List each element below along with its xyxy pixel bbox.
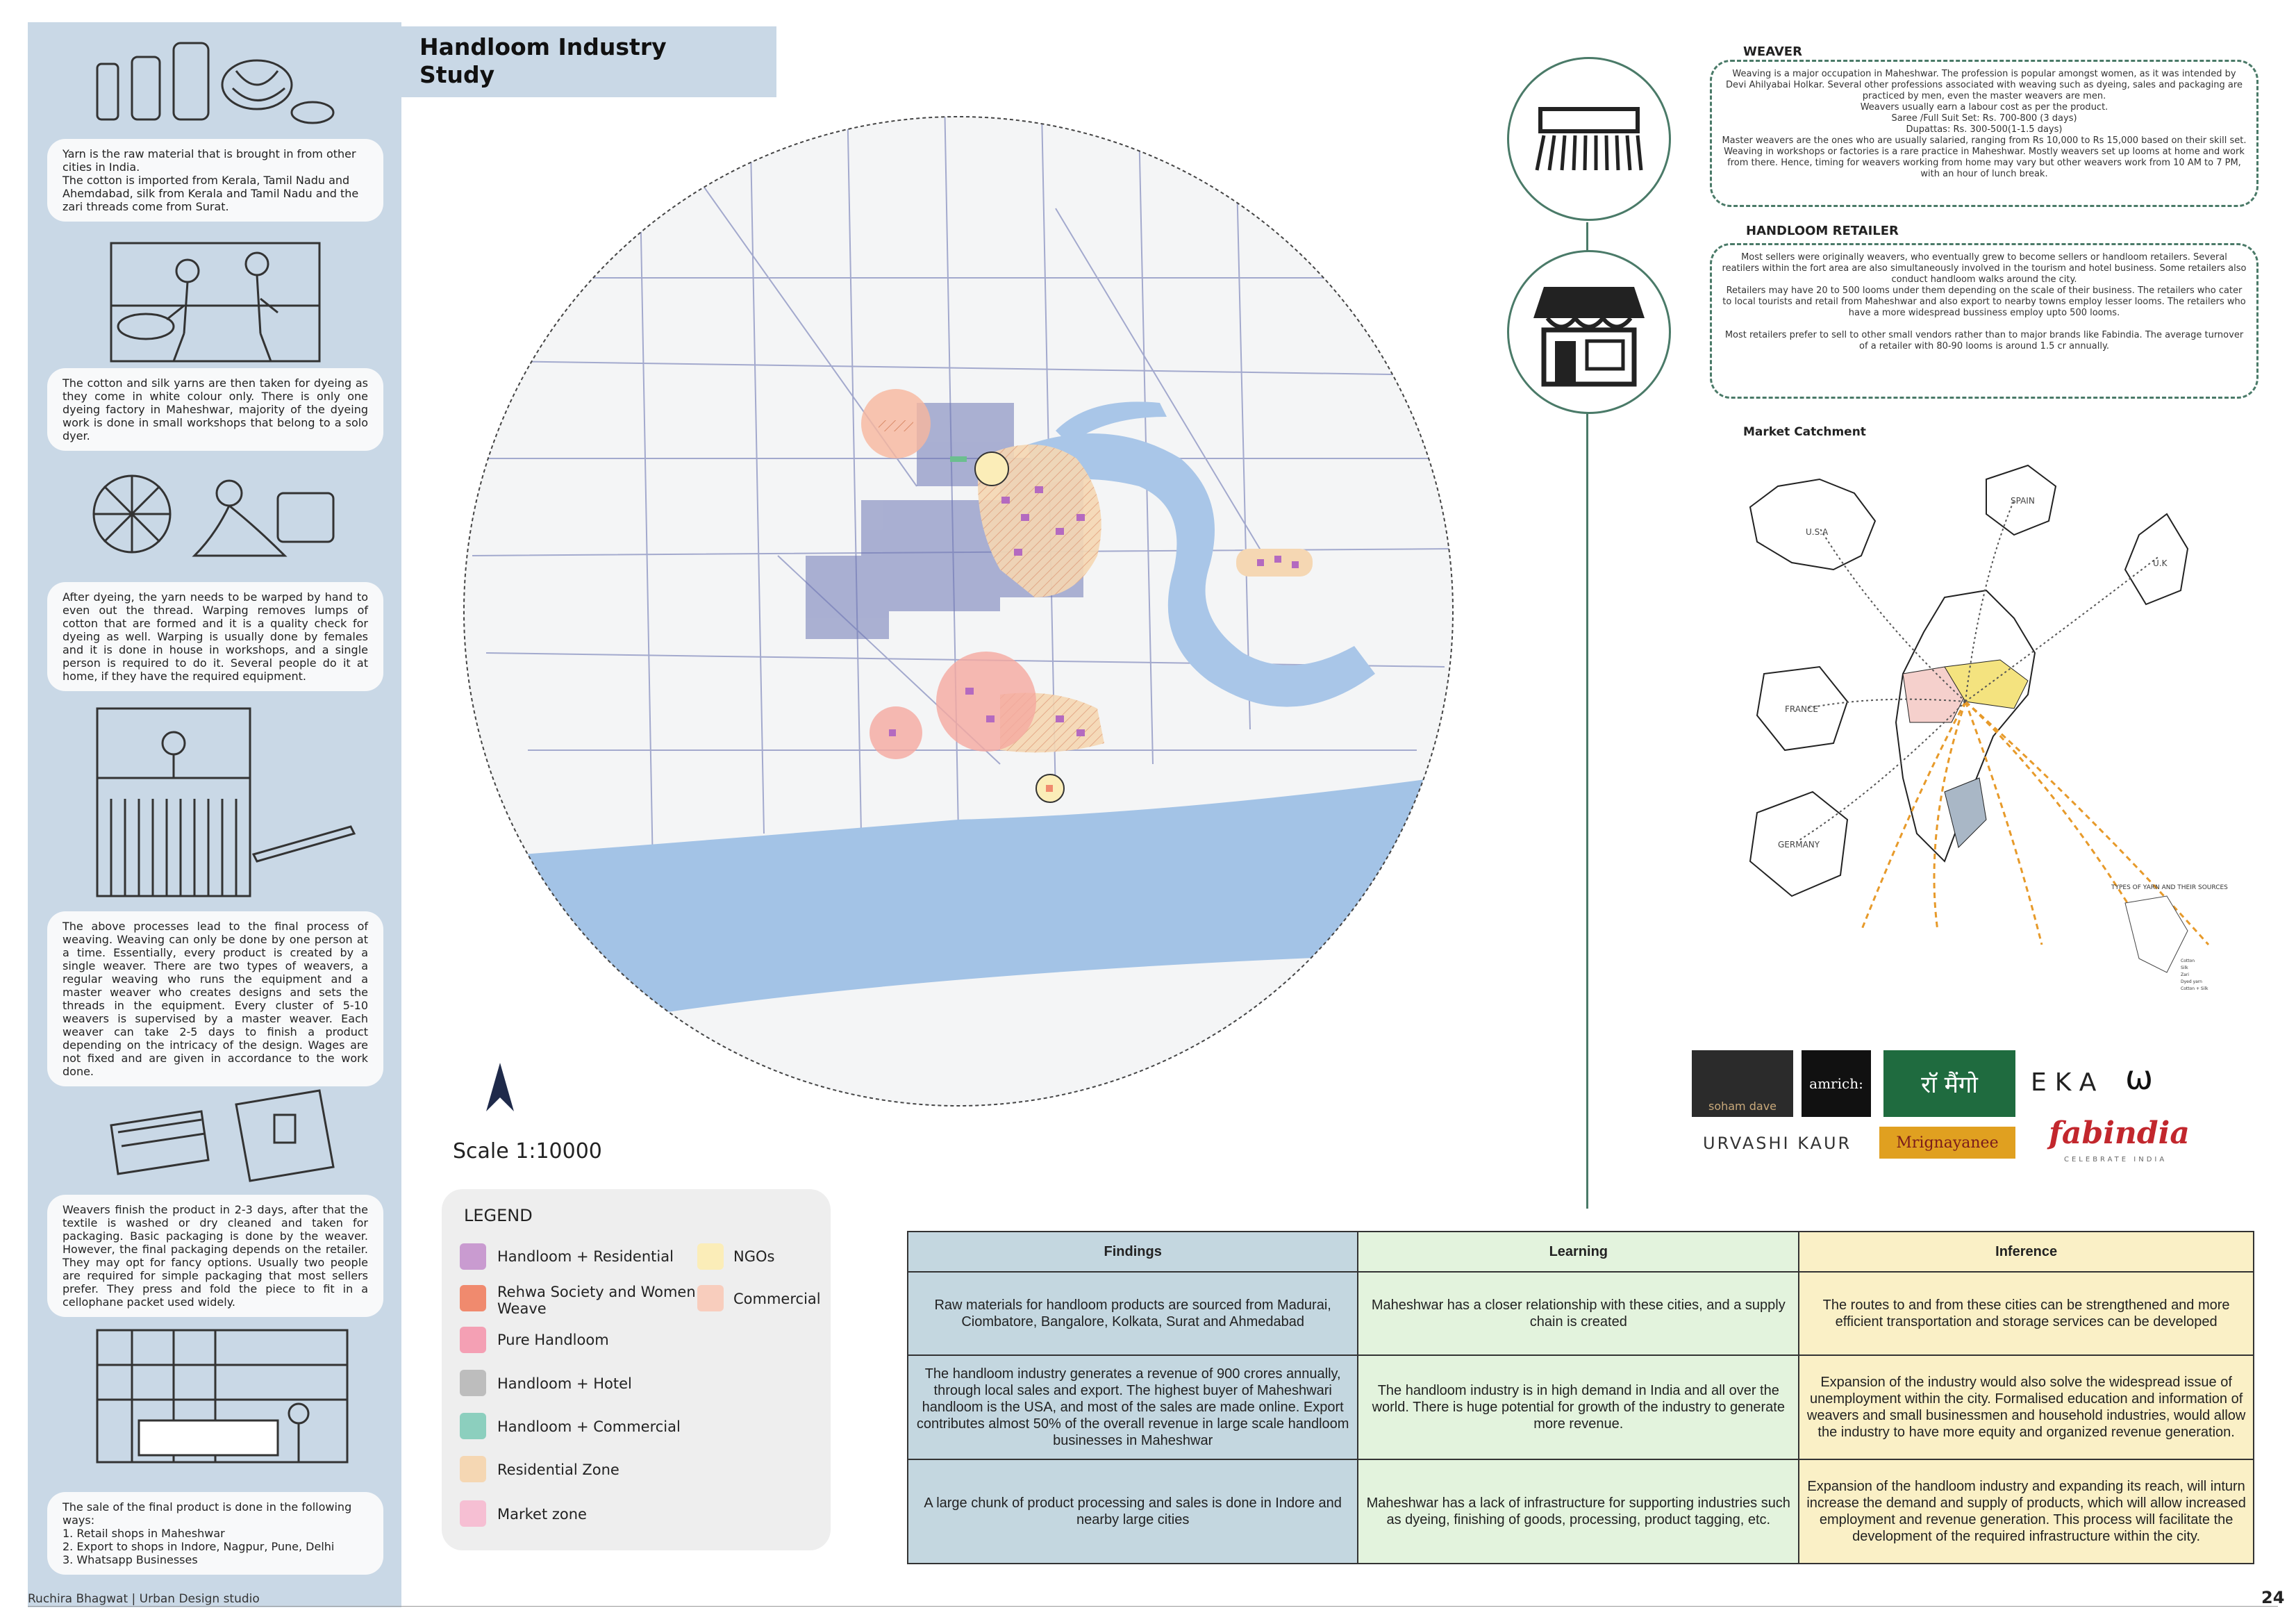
- step-yarn-text: Yarn is the raw material that is brought in from other cities in India. The cotton is imported from Kerala, Tamil Nadu and Ahemdabad, silk from Kerala and Tamil Nadu and the zari threads come from Surat.: [47, 139, 383, 222]
- inset-title: TYPES OF YARN AND THEIR SOURCES: [2111, 884, 2228, 891]
- shop-icon: [1509, 252, 1669, 412]
- retailer-title: HANDLOOM RETAILER: [1746, 224, 1899, 238]
- weaver-info: Weaving is a major occupation in Maheshwar. The profession is popular amongst women, as it was intended by Devi Ahilyabai Holkar. Several other professions associated with weaving such as dyeing, sales and packaging are practiced by men, even the master weavers are men. Weavers usually earn a labour cost as per the product. Saree /Full Suit Set: Rs. 700-800 (3 days) Dupattas: Rs. 300-500(1-1.5 days) Master weavers are the ones who are usually salaried, ranging from Rs 10,000 to Rs 15,000 based on their skill set. Weaving in workshops or factories is a rare practice in Maheshwar. Mostly weavers set up looms at home and work from there. Hence, timing for weavers working from home may vary but other weavers work from 10 AM to 7 PM, with an hour of lunch break.: [1710, 60, 2258, 207]
- market-catchment-map: [1736, 445, 2264, 1014]
- weaving-loom-sketch: [83, 695, 361, 903]
- yarn-spools-sketch: [76, 36, 354, 133]
- table-cell: Maheshwar has a closer relationship with these cities, and a supply chain is created: [1358, 1272, 1799, 1355]
- step-sales-text: The sale of the final product is done in the following ways: 1. Retail shops in Maheshwar 2. Export to shops in Indore, Nagpur, Pune, Delhi 3. Whatsapp Businesses: [47, 1492, 383, 1575]
- loom-icon-circle: [1507, 57, 1671, 221]
- brand-logo-fabindia: fabindia: [2049, 1116, 2190, 1151]
- table-row: [908, 1355, 2254, 1459]
- brand-logo-urvashi-kaur: URVASHI KAUR: [1703, 1134, 1852, 1153]
- table-cell: A large chunk of product processing and sales is done in Indore and nearby large cities: [908, 1459, 1358, 1564]
- dyeing-sketch: [97, 222, 333, 368]
- legend-swatch-ngos: [697, 1243, 724, 1270]
- country-label: U.K: [2153, 558, 2168, 568]
- inset-legend: Silk: [2181, 966, 2188, 970]
- legend-swatch-rehwa: [460, 1285, 486, 1311]
- retailer-info: Most sellers were originally weavers, who eventually grew to become sellers or handloom retailers. Several reatilers within the fort area are also simultaneously involved in the tourism and hotel business. Some retailers also conduct handloom walks around the city. Retailers may have 20 to 500 looms under them depending on the scale of their business. The retailers who cater to local tourists and retail from Maheshwar and also export to nearby towns employ lesser looms. The retailers who have a more widespread bussiness employ upto 500 looms. Most retailers prefer to sell to other small vendors rather than to major brands like Fabindia. The average turnover of a retailer with 80-90 looms is around 1.5 cr annually.: [1710, 243, 2258, 399]
- table-row: [908, 1459, 2254, 1564]
- table-cell: The handloom industry is in high demand in India and all over the world. There is huge potential for growth of the industry to generate more revenue.: [1358, 1355, 1799, 1459]
- table-cell: The handloom industry generates a revenue of 900 crores annually, through local sales and export. The highest buyer of Maheshwari handloom is the USA, and most of the sales are made online. Export contributes almost 50% of the overall revenue in large scale handloom businesses in Maheshwar: [908, 1355, 1358, 1459]
- legend-label: NGOs: [733, 1248, 775, 1265]
- table-cell: Raw materials for handloom products are sourced from Madurai, Ciombatore, Bangalore, Kolkata, Surat and Ahmedabad: [908, 1272, 1358, 1355]
- maheshwar-map: [431, 69, 1486, 1153]
- legend-swatch-handloom-residential: [460, 1243, 486, 1270]
- legend-label: Handloom + Residential: [497, 1248, 674, 1265]
- map-scale: Scale 1:10000: [453, 1139, 602, 1163]
- table-header: Inference: [1799, 1232, 2254, 1272]
- legend-swatch-market-zone: [460, 1500, 486, 1527]
- inset-legend: Zari: [2181, 972, 2189, 977]
- brand-logo-mrignayanee: Mrignayanee: [1879, 1127, 2015, 1159]
- country-label: SPAIN: [2011, 496, 2035, 506]
- legend-swatch-pure-handloom: [460, 1327, 486, 1353]
- page-number: 24: [2261, 1588, 2285, 1607]
- legend-swatch-commercial: [697, 1285, 724, 1311]
- market-catchment-title: Market Catchment: [1743, 425, 1866, 439]
- step-weaving-text: The above processes lead to the final process of weaving. Weaving can only be done by one person at a time. Essentially, every product is created by a single weaver. There are two types of weavers, a regular weaving who runs the equipment and a master weaver who creates designs and sets the threads in the equipment. Every cluster of 5-10 weavers is supervised by a master weaver. Each weaver can take 2-5 days to finish a product depending on the intricacy of the design. Wages are not fixed and are given in accordance to the work done.: [47, 911, 383, 1086]
- legend-label: Handloom + Commercial: [497, 1418, 681, 1435]
- legend-label: Commercial: [733, 1291, 821, 1307]
- step-dyeing-text: The cotton and silk yarns are then taken for dyeing as they come in white colour only. There is only one dyeing factory in Maheshwar, majority of the dyeing work is done in small workshops that belong to a solo dyer.: [47, 368, 383, 451]
- brand-logo-raw-mango: राॅ मैंगो: [1883, 1050, 2015, 1117]
- table-cell: The routes to and from these cities can be strengthened and more efficient transportation and storage services can be developed: [1799, 1272, 2254, 1355]
- inset-legend: Cotton: [2181, 959, 2195, 963]
- legend: [442, 1189, 831, 1550]
- brand-tagline-fabindia: CELEBRATE INDIA: [2064, 1156, 2168, 1163]
- table-cell: Expansion of the industry would also solve the widespread issue of unemployment within the city. Formalised education and information of weavers and small businessmen and household industries, would allow the industry to have more equity and organized revenue generation.: [1799, 1355, 2254, 1459]
- step-packaging-text: Weavers finish the product in 2-3 days, after that the textile is washed or dry cleaned and taken for packaging. Basic packaging is done by the weaver. However, the final packaging depends on the retailer. They may opt for fancy options. Usually two people are required for simple packaging that most sellers prefer. They press and fold the piece to fit in a cellophane packet used widely.: [47, 1195, 383, 1317]
- warping-sketch: [90, 458, 347, 577]
- north-arrow-icon: [486, 1063, 514, 1111]
- legend-title: LEGEND: [464, 1206, 533, 1225]
- country-label: GERMANY: [1778, 840, 1820, 850]
- retail-shop-sketch: [90, 1323, 354, 1469]
- legend-label: Pure Handloom: [497, 1332, 609, 1348]
- country-label: U.S.A: [1806, 527, 1829, 537]
- legend-label: Handloom + Hotel: [497, 1375, 632, 1392]
- footer-credit: Ruchira Bhagwat | Urban Design studio: [28, 1592, 260, 1606]
- legend-label: Market zone: [497, 1506, 587, 1523]
- legend-swatch-handloom-commercial: [460, 1413, 486, 1439]
- table-header: Findings: [908, 1232, 1358, 1272]
- shop-icon-circle: [1507, 250, 1671, 414]
- brand-logo-soham-dave: soham dave: [1692, 1050, 1793, 1117]
- loom-icon: [1509, 59, 1669, 219]
- inset-legend: Cotton + Silk: [2181, 986, 2208, 991]
- legend-swatch-residential-zone: [460, 1456, 486, 1482]
- folded-textile-sketch: [97, 1084, 347, 1188]
- brand-logo-amrich: amrich:: [1802, 1050, 1871, 1117]
- weaver-title: WEAVER: [1743, 44, 1802, 59]
- table-header: Learning: [1358, 1232, 1799, 1272]
- inset-legend: Dyed yarn: [2181, 979, 2202, 984]
- table-row: [908, 1272, 2254, 1355]
- legend-swatch-handloom-hotel: [460, 1370, 486, 1396]
- footer-divider: [28, 1606, 2278, 1607]
- legend-label: Residential Zone: [497, 1461, 619, 1478]
- table-cell: Expansion of the handloom industry and expanding its reach, will inturn increase the demand and supply of products, which will allow increased employment and revenue generation. This process will facilitate the development of the required infrastructure within the city.: [1799, 1459, 2254, 1564]
- step-warping-text: After dyeing, the yarn needs to be warped by hand to even out the thread. Warping removes lumps of cotton that are formed and it is a quality check for dyeing as well. Warping is usually done by females and it is done in house in workshops, and a single person is required to do it. Several people do it at home, if they have the required equipment.: [47, 582, 383, 691]
- brand-logo-omega: ω: [2125, 1059, 2154, 1097]
- table-cell: Maheshwar has a lack of infrastructure for supporting industries such as dyeing, finishing of goods, processing, product tagging, etc.: [1358, 1459, 1799, 1564]
- brand-logo-eka: EKA: [2031, 1068, 2105, 1097]
- legend-label: Rehwa Society and Women Weave: [497, 1284, 696, 1317]
- country-label: FRANCE: [1785, 704, 1818, 714]
- findings-table: [907, 1231, 2254, 1564]
- page-title: Handloom Industry Study: [419, 33, 667, 88]
